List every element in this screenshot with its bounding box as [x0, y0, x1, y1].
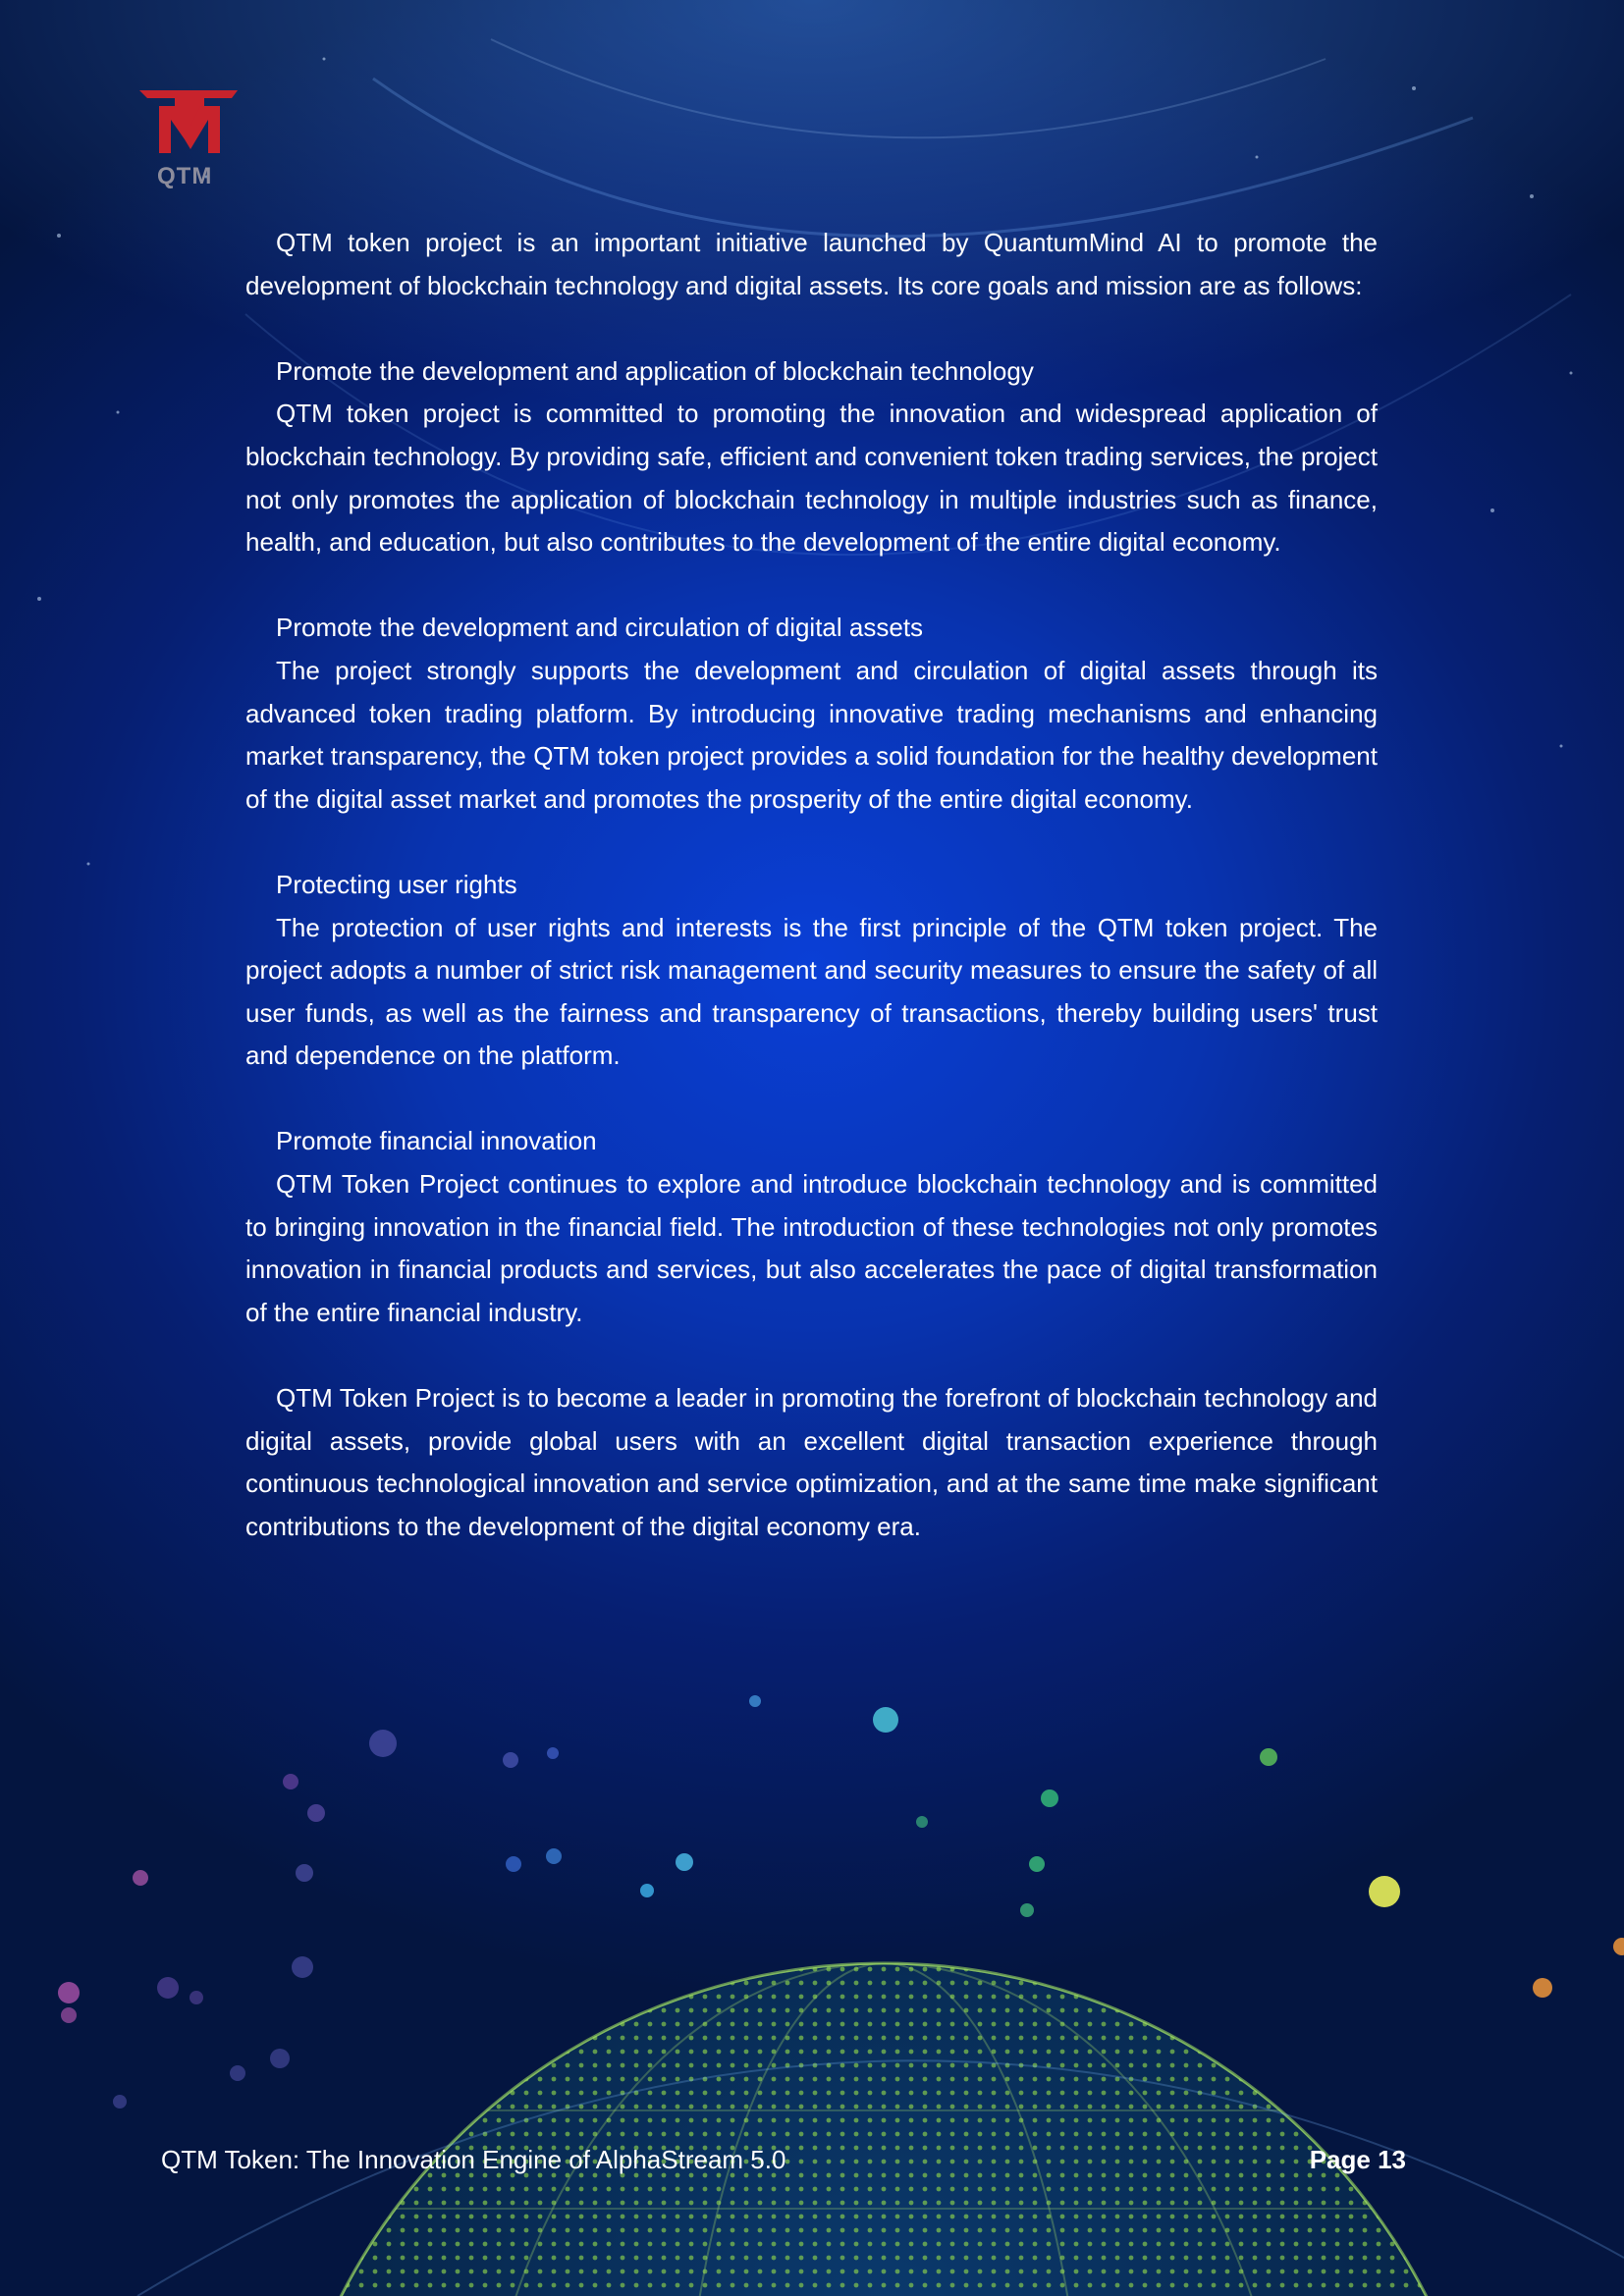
intro-paragraph: QTM token project is an important initiative launched by QuantumMind AI to promote the development of blockchain technology and digital assets. Its core goals and mission are as follows:: [245, 228, 1378, 300]
section-body: The protection of user rights and interests is the first principle of the QTM token project. The project adopts a number of strict risk management and security measures to ensure the safety of all user funds, as well as the fairness and transparency of transactions, thereby building users' trust and dependence on the platform.: [245, 912, 1378, 1071]
footer-title: QTM Token: The Innovation Engine of AlphaStream 5.0: [161, 2145, 786, 2174]
section-body: QTM Token Project continues to explore and introduce blockchain technology and is committed to bringing innovation in the financial field. The introduction of these technologies not only promotes innovation in financial products and services, but also accelerates the pace of digital transformation of the entire financial industry.: [245, 1169, 1378, 1327]
document-body: [245, 222, 1378, 1548]
conclusion-paragraph: QTM Token Project is to become a leader in promoting the forefront of blockchain technology and digital assets, provide global users with an excellent digital transaction experience through continuous technological innovation and service optimization, and at the same time make significant contributions to the development of the digital economy era.: [245, 1383, 1378, 1541]
section-heading: Promote the development and application of blockchain technology: [276, 355, 1034, 386]
page-number: Page 13: [1309, 2145, 1406, 2174]
qtm-logo: [135, 84, 244, 192]
logo-text: QTM: [157, 163, 213, 189]
section-body: The project strongly supports the development and circulation of digital assets through its advanced token trading platform. By introducing innovative trading mechanisms and enhancing market transparency, the QTM token project provides a solid foundation for the healthy development of the digital asset market and promotes the prosperity of the entire digital economy.: [245, 655, 1378, 814]
section-heading: Promote financial innovation: [276, 1126, 597, 1156]
section-body: QTM token project is committed to promoting the innovation and widespread application of blockchain technology. By providing safe, efficient and convenient token trading services, the project not only promotes the application of blockchain technology in multiple industries such as finance, health, and education, but also contributes to the development of the entire digital economy.: [245, 399, 1378, 558]
section-heading: Protecting user rights: [276, 869, 517, 899]
section-heading: Promote the development and circulation of digital assets: [276, 613, 924, 643]
